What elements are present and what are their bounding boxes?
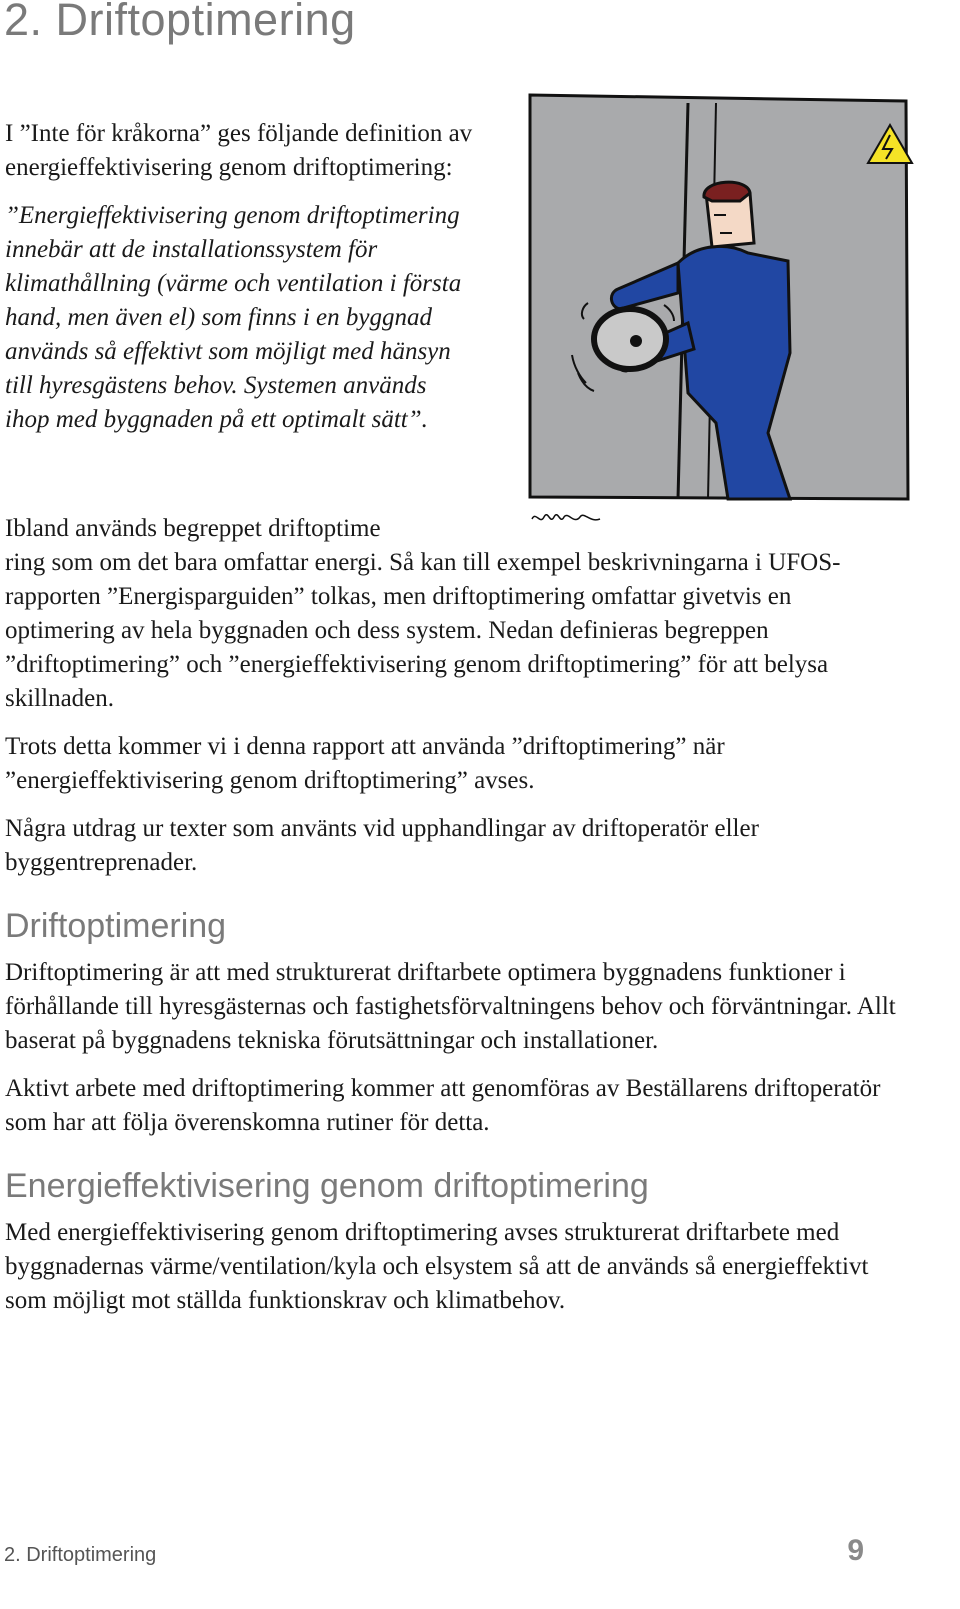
section-heading-driftoptimering: Driftoptimering: [5, 907, 227, 945]
footer-chapter-label: 2. Driftoptimering: [4, 1544, 157, 1566]
section-heading-energieffektivisering: Energieffektivisering genom driftoptimering: [5, 1167, 649, 1205]
body-text: [5, 512, 905, 1332]
body-paragraph-1-line-1: Ibland används begreppet driftoptime: [5, 515, 381, 542]
page-footer: [4, 1536, 864, 1568]
definition-quote: ”Energieffektivisering genom driftoptimering innebär att de installationssystem för klimathållning (värme och ventilation i första hand, men även el) som finns i en byggnad används så effektivt som möjligt med hänsyn till hyresgästens behov. Systemen används ihop med byggnaden på ett optimalt sätt”.: [5, 202, 462, 433]
section-1-paragraph-1: Driftoptimering är att med strukturerat driftarbete optimera byggnadens funktioner i förhållande till hyresgästernas och fastighetsförvaltningens behov och förväntningar. Allt baserat på byggnadens tekniska förutsättningar och installationer.: [5, 959, 896, 1054]
body-paragraph-3: Några utdrag ur texter som använts vid upphandlingar av driftoperatör eller byggentreprenader.: [5, 815, 759, 876]
body-paragraph-2: Trots detta kommer vi i denna rapport att använda ”driftoptimering” när ”energieffektivisering genom driftoptimering” avses.: [5, 733, 725, 794]
section-2-paragraph-1: Med energieffektivisering genom driftoptimering avses strukturerat driftarbete med byggnadernas värme/ventilation/kyla och elsystem så att de används så energieffektivt som möjligt mot ställda funktionskrav och klimatbehov.: [5, 1219, 869, 1314]
body-paragraph-1: [5, 512, 905, 716]
page-title: 2. Driftoptimering: [4, 0, 356, 45]
definition-lead: I ”Inte för kråkorna” ges följande definition av energieffektivisering genom driftoptimering:: [5, 120, 473, 181]
illustration: [528, 93, 934, 533]
intro-column: [5, 117, 475, 449]
section-1-paragraph-2: Aktivt arbete med driftoptimering kommer att genomföras av Beställarens driftoperatör som har att följa överenskomna rutiner för detta.: [5, 1075, 881, 1136]
page-number: 9: [847, 1534, 864, 1567]
body-paragraph-1-rest: ring som om det bara omfattar energi. Så kan till exempel beskrivningarna i UFOS-rapporten ”Energisparguiden” tolkas, men driftoptimering omfattar givetvis en optimering av hela byggnaden och dess system. Nedan definieras begreppen ”driftoptimering” och ”energieffektivisering genom driftoptimering” för att belysa skillnaden.: [5, 549, 841, 712]
worker-illustration-svg: [528, 93, 934, 533]
